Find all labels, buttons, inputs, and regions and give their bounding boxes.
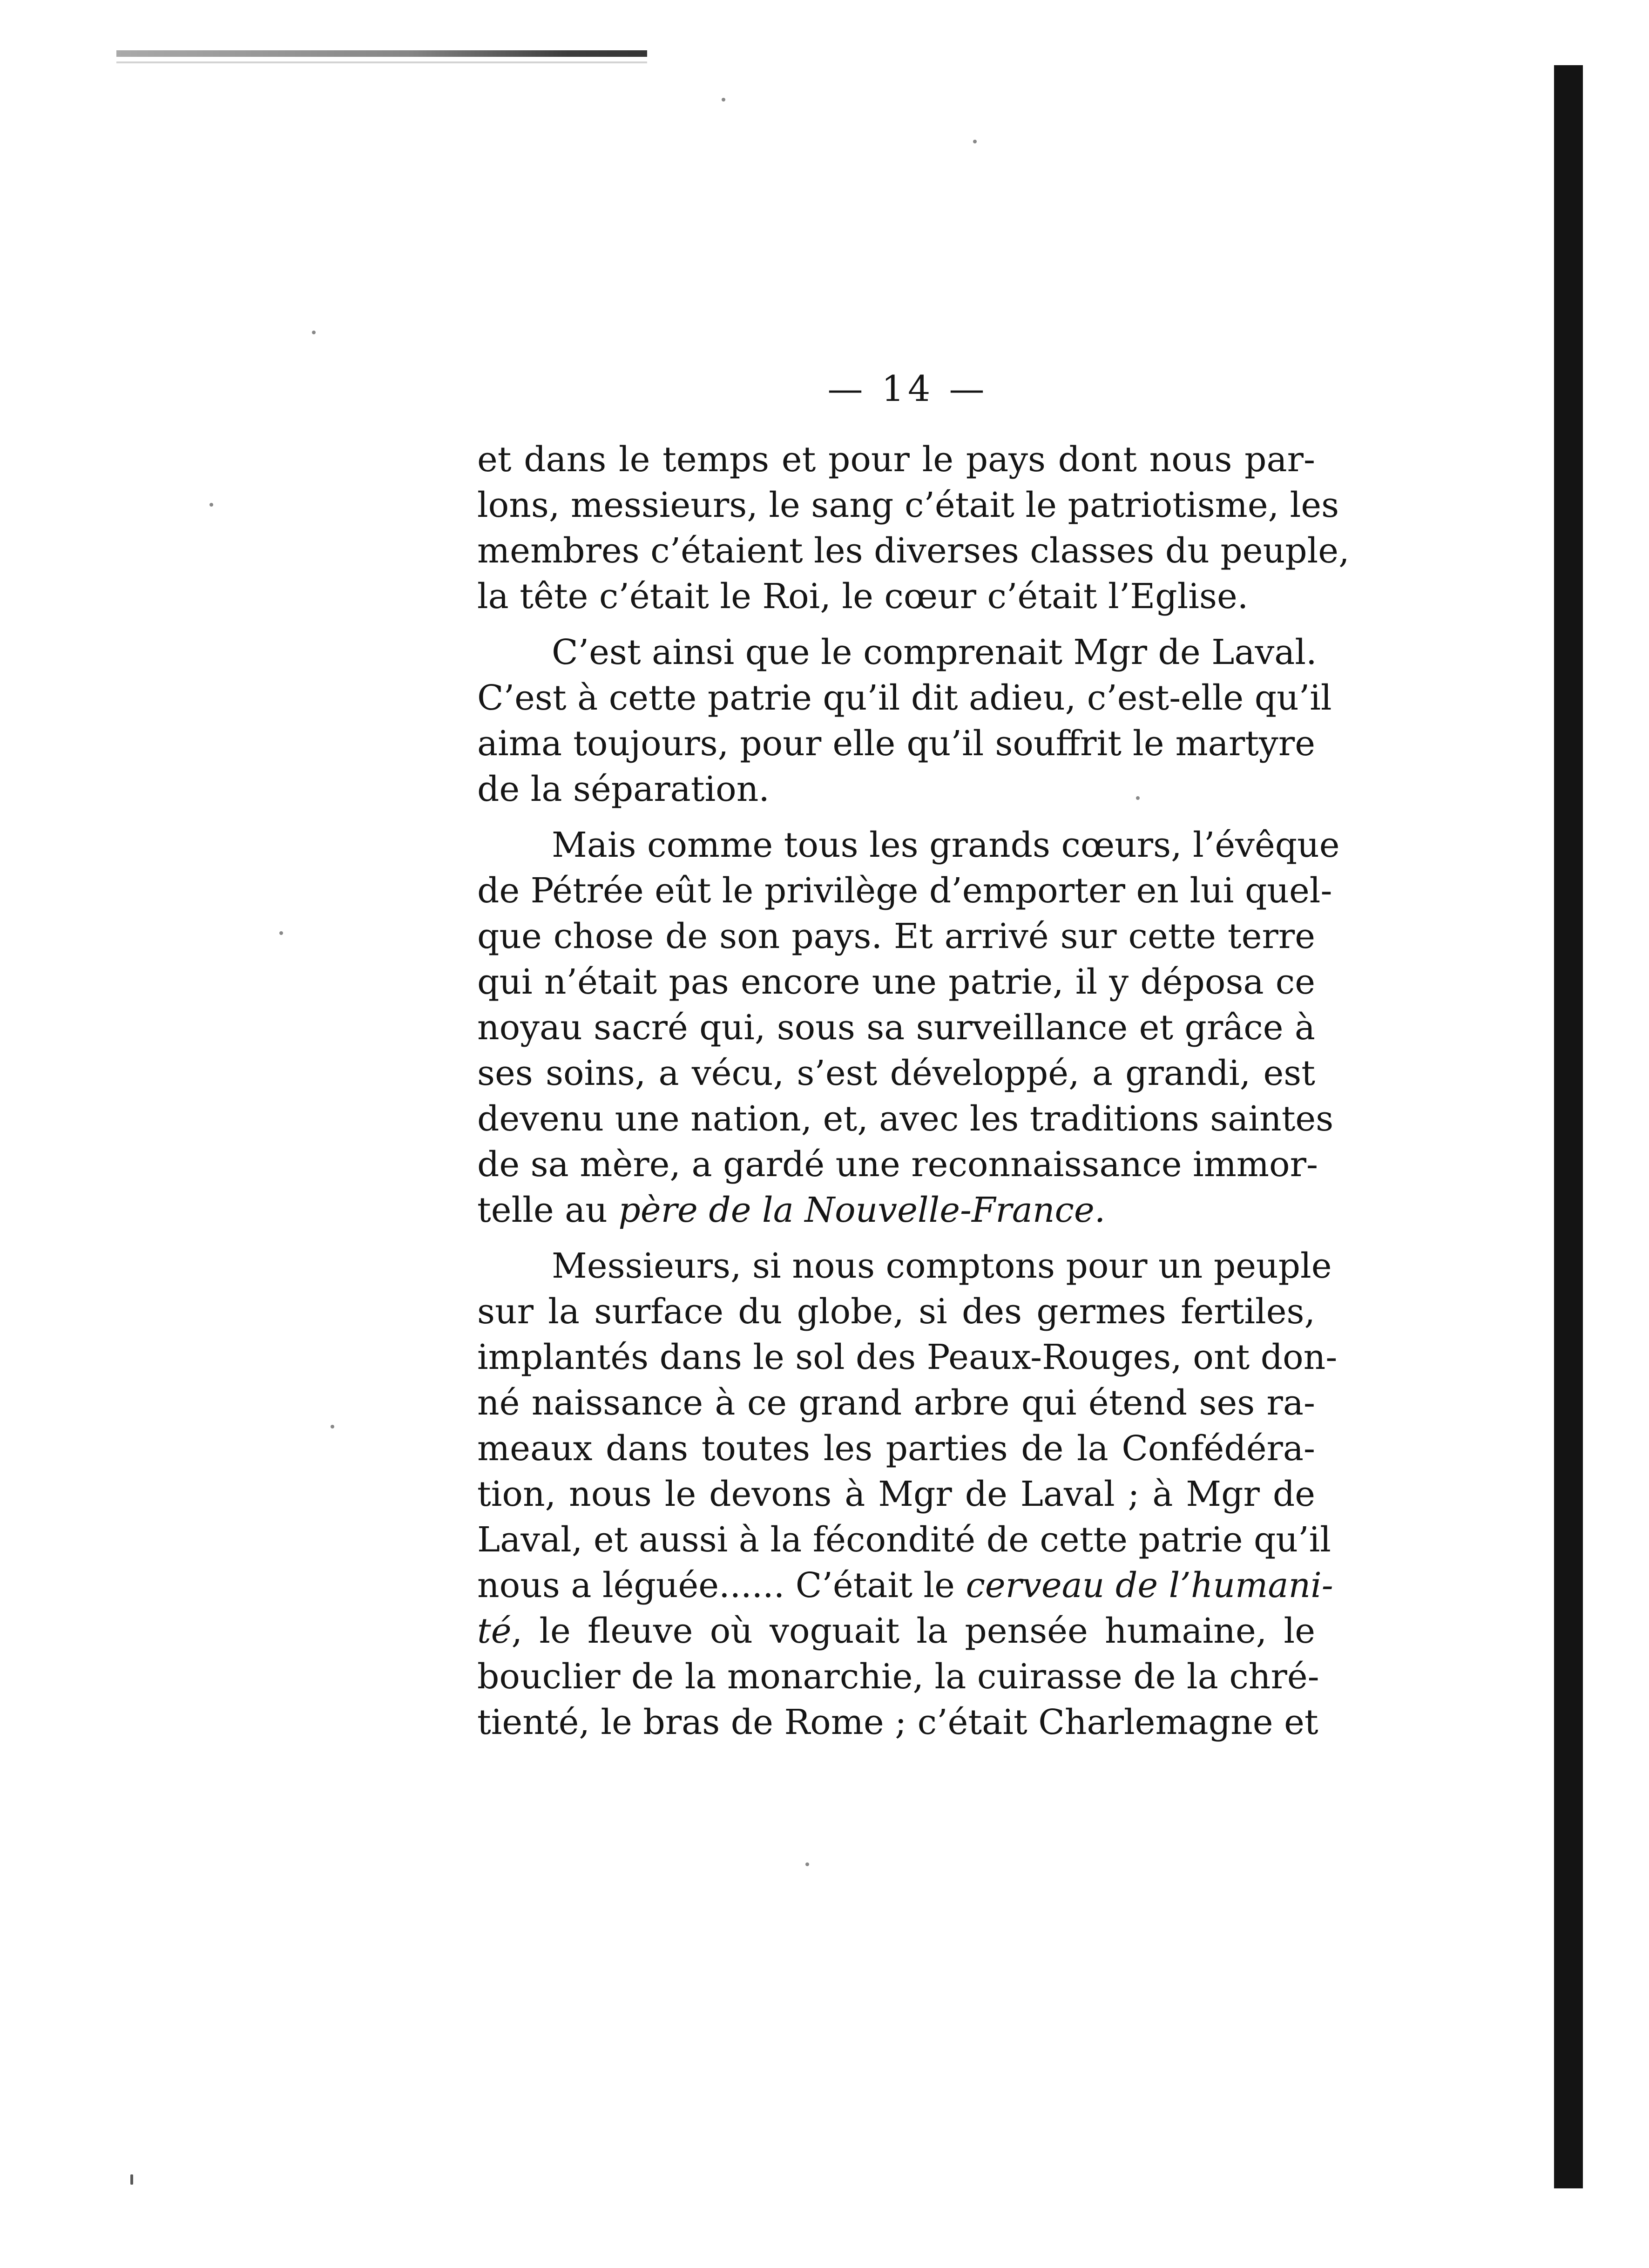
print-speck xyxy=(722,98,725,102)
text-line: meaux dans toutes les parties de la Confédéra- xyxy=(477,1429,1315,1469)
text-line: de la séparation. xyxy=(477,769,770,809)
italic-phrase: cerveau de l’humani- xyxy=(966,1565,1333,1605)
text-line: membres c’étaient les diverses classes du peuple, xyxy=(477,531,1350,571)
text-line: lons, messieurs, le sang c’était le patriotisme, les xyxy=(477,485,1339,525)
text-line: C’est à cette patrie qu’il dit adieu, c’est-elle qu’il xyxy=(477,678,1332,718)
text-run: , le fleuve où voguait la pensée humaine, le xyxy=(511,1611,1315,1651)
print-speck xyxy=(973,140,977,143)
page-number: — 14 — xyxy=(827,368,988,409)
text-line: la tête c’était le Roi, le cœur c’était l’Eglise. xyxy=(477,576,1249,616)
text-line: de Pétrée eût le privilège d’emporter en lui quel- xyxy=(477,871,1332,911)
print-speck xyxy=(279,931,283,935)
text-line: devenu une nation, et, avec les traditions saintes xyxy=(477,1099,1334,1139)
text-line: ses soins, a vécu, s’est développé, a grandi, est xyxy=(477,1053,1315,1093)
text-line: implantés dans le sol des Peaux-Rouges, ont don- xyxy=(477,1337,1338,1377)
text-line: aima toujours, pour elle qu’il souffrit le martyre xyxy=(477,724,1315,764)
italic-phrase: té xyxy=(477,1611,512,1651)
binding-edge-shadow xyxy=(1554,65,1583,2188)
text-run: nous a léguée...... C’était le xyxy=(477,1565,966,1605)
print-speck xyxy=(210,503,213,507)
text-line: et dans le temps et pour le pays dont nous par- xyxy=(477,440,1315,480)
text-line: né naissance à ce grand arbre qui étend ses ra- xyxy=(477,1383,1315,1423)
print-speck xyxy=(130,2174,133,2185)
text-line: Messieurs, si nous comptons pour un peuple xyxy=(552,1246,1332,1286)
text-line: bouclier de la monarchie, la cuirasse de la chré- xyxy=(477,1657,1319,1697)
text-line: Laval, et aussi à la fécondité de cette patrie qu’il xyxy=(477,1520,1331,1560)
print-speck xyxy=(331,1425,334,1429)
body-text xyxy=(477,437,1350,1745)
print-speck xyxy=(312,331,316,334)
text-line: que chose de son pays. Et arrivé sur cette terre xyxy=(477,916,1315,956)
text-line xyxy=(477,1608,1315,1654)
text-line: de sa mère, a gardé une reconnaissance immor- xyxy=(477,1144,1318,1185)
text-line xyxy=(477,1187,1315,1233)
text-run: telle au xyxy=(477,1190,619,1230)
text-line: tienté, le bras de Rome ; c’était Charlemagne et xyxy=(477,1702,1318,1742)
text-line: qui n’était pas encore une patrie, il y déposa ce xyxy=(477,962,1315,1002)
top-edge-rule xyxy=(116,50,647,57)
text-line: tion, nous le devons à Mgr de Laval ; à Mgr de xyxy=(477,1474,1315,1514)
top-edge-rule-thin xyxy=(116,61,647,63)
text-line: noyau sacré qui, sous sa surveillance et grâce à xyxy=(477,1008,1315,1048)
text-line: Mais comme tous les grands cœurs, l’évêque xyxy=(552,825,1340,865)
italic-phrase: père de la Nouvelle-France. xyxy=(618,1190,1106,1230)
print-speck xyxy=(805,1862,809,1866)
text-line xyxy=(477,1563,1333,1608)
text-line: sur la surface du globe, si des germes fertiles, xyxy=(477,1292,1315,1332)
text-line: C’est ainsi que le comprenait Mgr de Laval. xyxy=(552,632,1317,672)
